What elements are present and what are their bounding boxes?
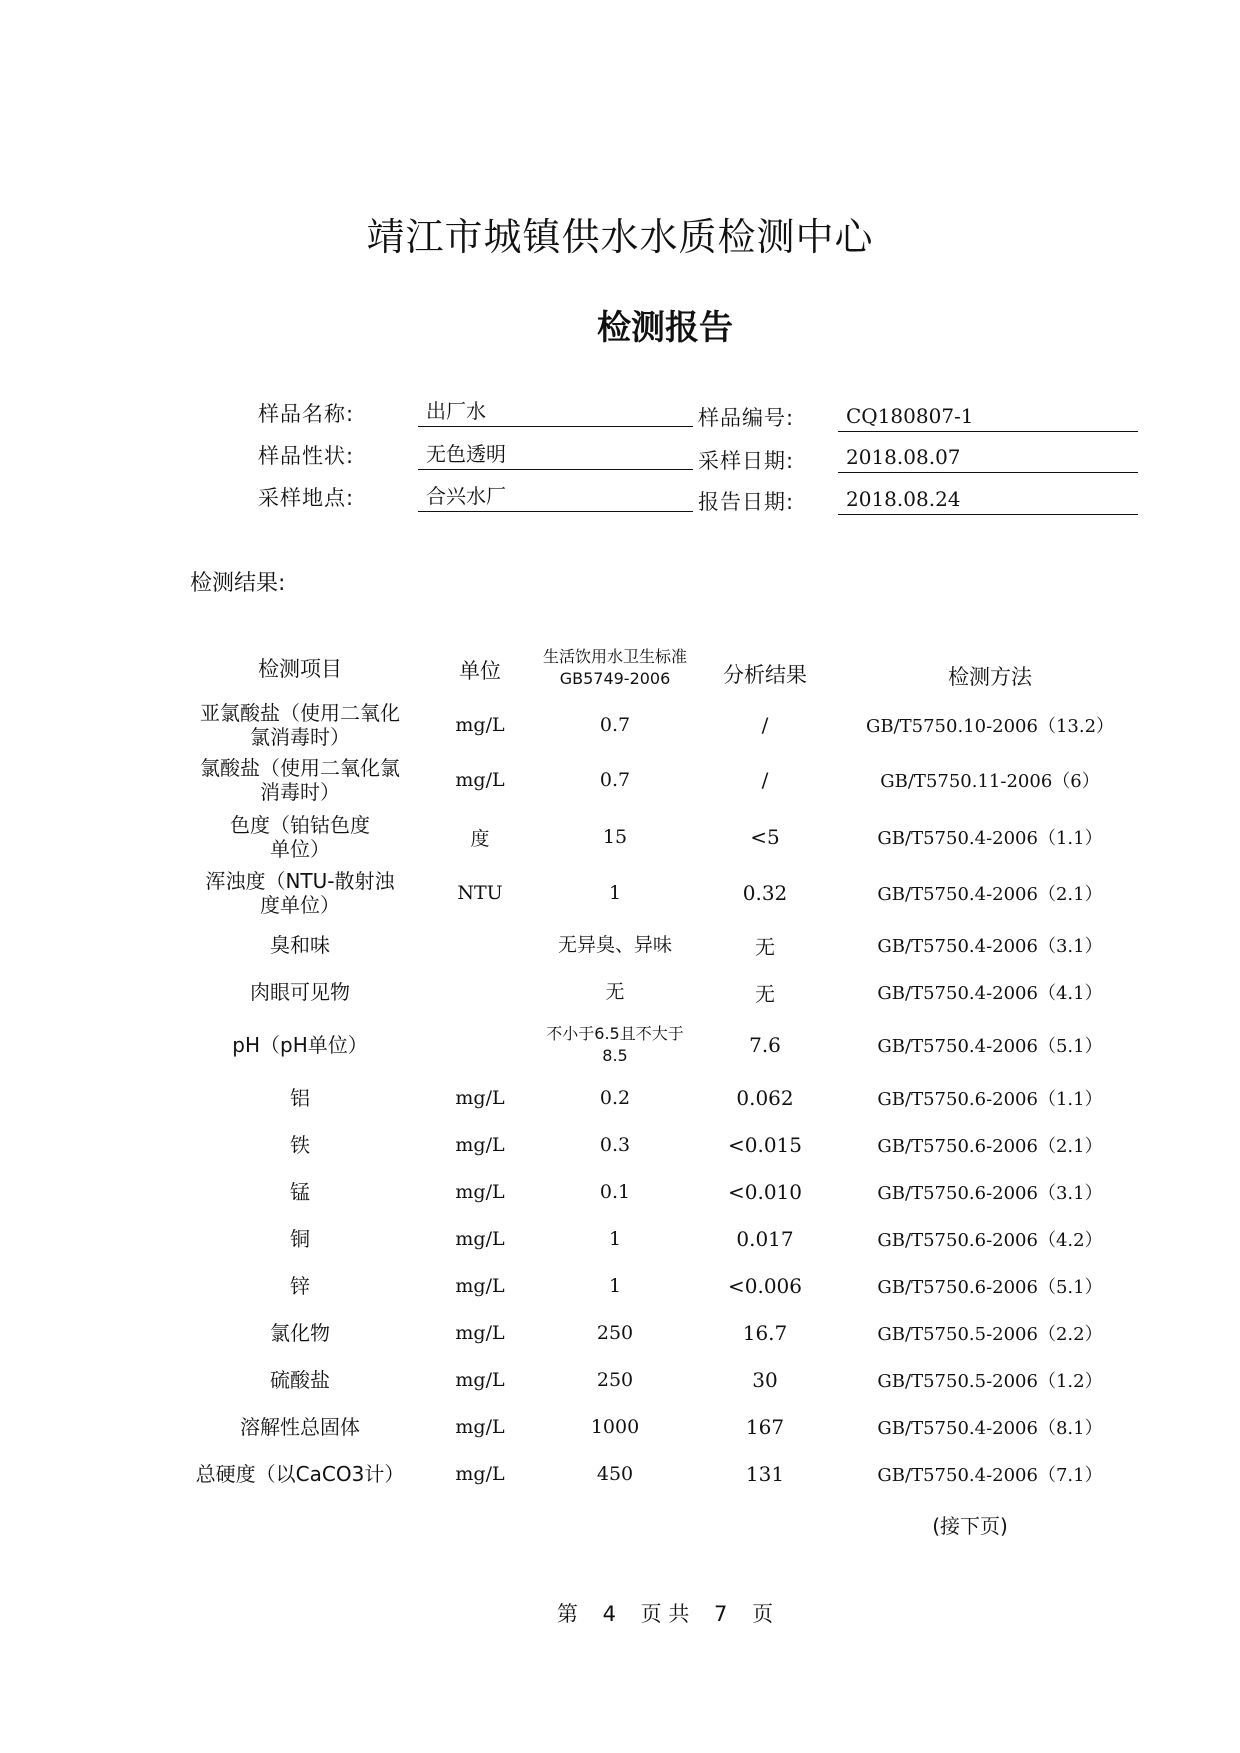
method-cell: GB/T5750.11-2006（6） xyxy=(880,771,1100,792)
page-total: 7 xyxy=(714,1602,728,1626)
result-cell: 16.7 xyxy=(742,1321,788,1345)
sample-property-label: 样品性状: xyxy=(258,444,355,468)
result-cell: 0.017 xyxy=(736,1227,794,1251)
sample-location-value: 合兴水厂 xyxy=(418,482,693,512)
method-cell: GB/T5750.4-2006（7.1） xyxy=(877,1465,1103,1486)
page-suffix: 页 xyxy=(752,1602,774,1626)
unit-cell xyxy=(430,925,530,965)
method-cell: GB/T5750.6-2006（1.1） xyxy=(877,1089,1103,1110)
sample-date-value: 2018.08.07 xyxy=(838,443,1138,473)
item-cell: pH（pH单位） xyxy=(232,1033,368,1057)
table-row xyxy=(0,755,1240,805)
unit-cell: mg/L xyxy=(455,1463,505,1485)
standard-cell: 1000 xyxy=(590,1416,640,1438)
item-cell: 铁 xyxy=(290,1133,310,1157)
table-row xyxy=(0,1219,1240,1259)
table-row xyxy=(0,972,1240,1012)
unit-cell: mg/L xyxy=(455,1228,505,1250)
method-cell: GB/T5750.4-2006（5.1） xyxy=(877,1036,1103,1057)
page-indicator xyxy=(0,1598,1240,1628)
standard-cell: 0.1 xyxy=(599,1181,631,1203)
result-cell: 7.6 xyxy=(749,1033,781,1057)
report-date-value: 2018.08.24 xyxy=(838,485,1138,515)
sample-number-value: CQ180807-1 xyxy=(838,402,1138,432)
standard-cell: 0.7 xyxy=(599,714,631,736)
unit-cell: NTU xyxy=(457,882,503,904)
method-cell: GB/T5750.4-2006（8.1） xyxy=(877,1418,1103,1439)
page-number: 4 xyxy=(602,1602,616,1626)
result-cell: 167 xyxy=(745,1415,785,1439)
item-cell: 浑浊度（NTU-散射浊度单位） xyxy=(205,869,395,917)
item-cell: 氯化物 xyxy=(270,1321,330,1345)
standard-cell: 15 xyxy=(602,826,628,848)
unit-cell xyxy=(430,972,530,1012)
method-cell: GB/T5750.4-2006（2.1） xyxy=(877,884,1103,905)
unit-cell: mg/L xyxy=(455,714,505,736)
table-row xyxy=(0,925,1240,965)
unit-cell: mg/L xyxy=(455,1416,505,1438)
result-cell: <0.010 xyxy=(727,1180,802,1204)
method-cell: GB/T5750.6-2006（4.2） xyxy=(877,1230,1103,1251)
standard-cell: 250 xyxy=(596,1369,634,1391)
page-prefix: 第 xyxy=(556,1602,578,1626)
table-row xyxy=(0,1360,1240,1400)
method-cell: GB/T5750.5-2006（1.2） xyxy=(877,1371,1103,1392)
sample-location-label: 采样地点: xyxy=(258,486,355,510)
standard-cell: 不小于6.5且不大于8.5 xyxy=(546,1024,684,1065)
table-row xyxy=(0,700,1240,750)
column-header-unit: 单位 xyxy=(459,659,501,683)
method-cell: GB/T5750.4-2006（1.1） xyxy=(877,828,1103,849)
standard-cell: 0.3 xyxy=(599,1134,631,1156)
result-cell: / xyxy=(761,768,769,792)
standard-cell: 450 xyxy=(596,1463,634,1485)
standard-cell: 1 xyxy=(608,1275,622,1297)
sample-number-label: 样品编号: xyxy=(698,406,795,430)
column-header-item: 检测项目 xyxy=(258,657,342,681)
result-cell: <0.015 xyxy=(727,1133,802,1157)
result-cell: 0.32 xyxy=(742,881,788,905)
method-cell: GB/T5750.10-2006（13.2） xyxy=(865,716,1115,737)
page-mid: 页 共 xyxy=(640,1602,690,1626)
item-cell: 溶解性总固体 xyxy=(240,1415,360,1439)
table-row xyxy=(0,1407,1240,1447)
standard-cell: 无异臭、异味 xyxy=(557,934,672,956)
unit-cell: mg/L xyxy=(455,1134,505,1156)
unit-cell: mg/L xyxy=(455,1369,505,1391)
sample-name-label: 样品名称: xyxy=(258,402,355,426)
results-section-label: 检测结果: xyxy=(190,571,286,596)
table-row xyxy=(0,812,1240,862)
result-cell: 0.062 xyxy=(736,1086,794,1110)
item-cell: 锰 xyxy=(290,1180,310,1204)
table-row xyxy=(0,1125,1240,1165)
standard-cell: 无 xyxy=(605,981,625,1003)
organization-title: 靖江市城镇供水水质检测中心 xyxy=(366,215,874,259)
report-title: 检测报告 xyxy=(597,308,733,348)
item-cell: 氯酸盐（使用二氧化氯消毒时） xyxy=(200,756,400,804)
result-cell: <5 xyxy=(750,825,780,849)
standard-cell: 1 xyxy=(608,882,622,904)
item-cell: 锌 xyxy=(290,1274,310,1298)
unit-cell: mg/L xyxy=(455,1087,505,1109)
column-header-result: 分析结果 xyxy=(723,663,807,687)
result-cell: 无 xyxy=(755,981,775,1006)
unit-cell xyxy=(430,1020,530,1070)
table-row xyxy=(0,1313,1240,1353)
method-cell: GB/T5750.4-2006（4.1） xyxy=(877,983,1103,1004)
column-header-standard: 生活饮用水卫生标准GB5749-2006 xyxy=(542,647,687,688)
method-cell: GB/T5750.6-2006（2.1） xyxy=(877,1136,1103,1157)
unit-cell: mg/L xyxy=(455,1275,505,1297)
method-cell: GB/T5750.5-2006（2.2） xyxy=(877,1324,1103,1345)
table-row xyxy=(0,1078,1240,1118)
item-cell: 硫酸盐 xyxy=(270,1368,330,1392)
sample-property-value: 无色透明 xyxy=(418,440,693,470)
unit-cell: mg/L xyxy=(455,1181,505,1203)
result-cell: / xyxy=(761,713,769,737)
method-cell: GB/T5750.6-2006（5.1） xyxy=(877,1277,1103,1298)
report-date-label: 报告日期: xyxy=(698,490,795,514)
method-cell: GB/T5750.6-2006（3.1） xyxy=(877,1183,1103,1204)
standard-cell: 1 xyxy=(608,1228,622,1250)
table-row xyxy=(0,868,1240,918)
standard-cell: 0.7 xyxy=(599,769,631,791)
unit-cell: mg/L xyxy=(455,769,505,791)
method-cell: GB/T5750.4-2006（3.1） xyxy=(877,936,1103,957)
table-row xyxy=(0,1454,1240,1494)
item-cell: 总硬度（以CaCO3计） xyxy=(195,1462,405,1486)
table-row xyxy=(0,1172,1240,1212)
result-cell: <0.006 xyxy=(727,1274,802,1298)
item-cell: 铜 xyxy=(290,1227,310,1251)
unit-cell: 度 xyxy=(470,827,490,850)
sample-name-value: 出厂水 xyxy=(418,397,693,427)
item-cell: 铝 xyxy=(290,1086,310,1110)
standard-cell: 0.2 xyxy=(599,1087,631,1109)
item-cell: 色度（铂钴色度单位） xyxy=(230,813,370,861)
result-cell: 30 xyxy=(752,1368,778,1392)
item-cell: 肉眼可见物 xyxy=(250,980,350,1004)
continue-note: (接下页) xyxy=(932,1514,1008,1538)
item-cell: 臭和味 xyxy=(270,933,330,957)
table-row xyxy=(0,1266,1240,1306)
result-cell: 无 xyxy=(755,934,775,959)
sample-date-label: 采样日期: xyxy=(698,449,795,473)
item-cell: 亚氯酸盐（使用二氧化氯消毒时） xyxy=(200,701,400,749)
result-cell: 131 xyxy=(745,1462,785,1486)
standard-cell: 250 xyxy=(596,1322,634,1344)
unit-cell: mg/L xyxy=(455,1322,505,1344)
table-row xyxy=(0,1020,1240,1070)
column-header-method: 检测方法 xyxy=(948,665,1032,689)
